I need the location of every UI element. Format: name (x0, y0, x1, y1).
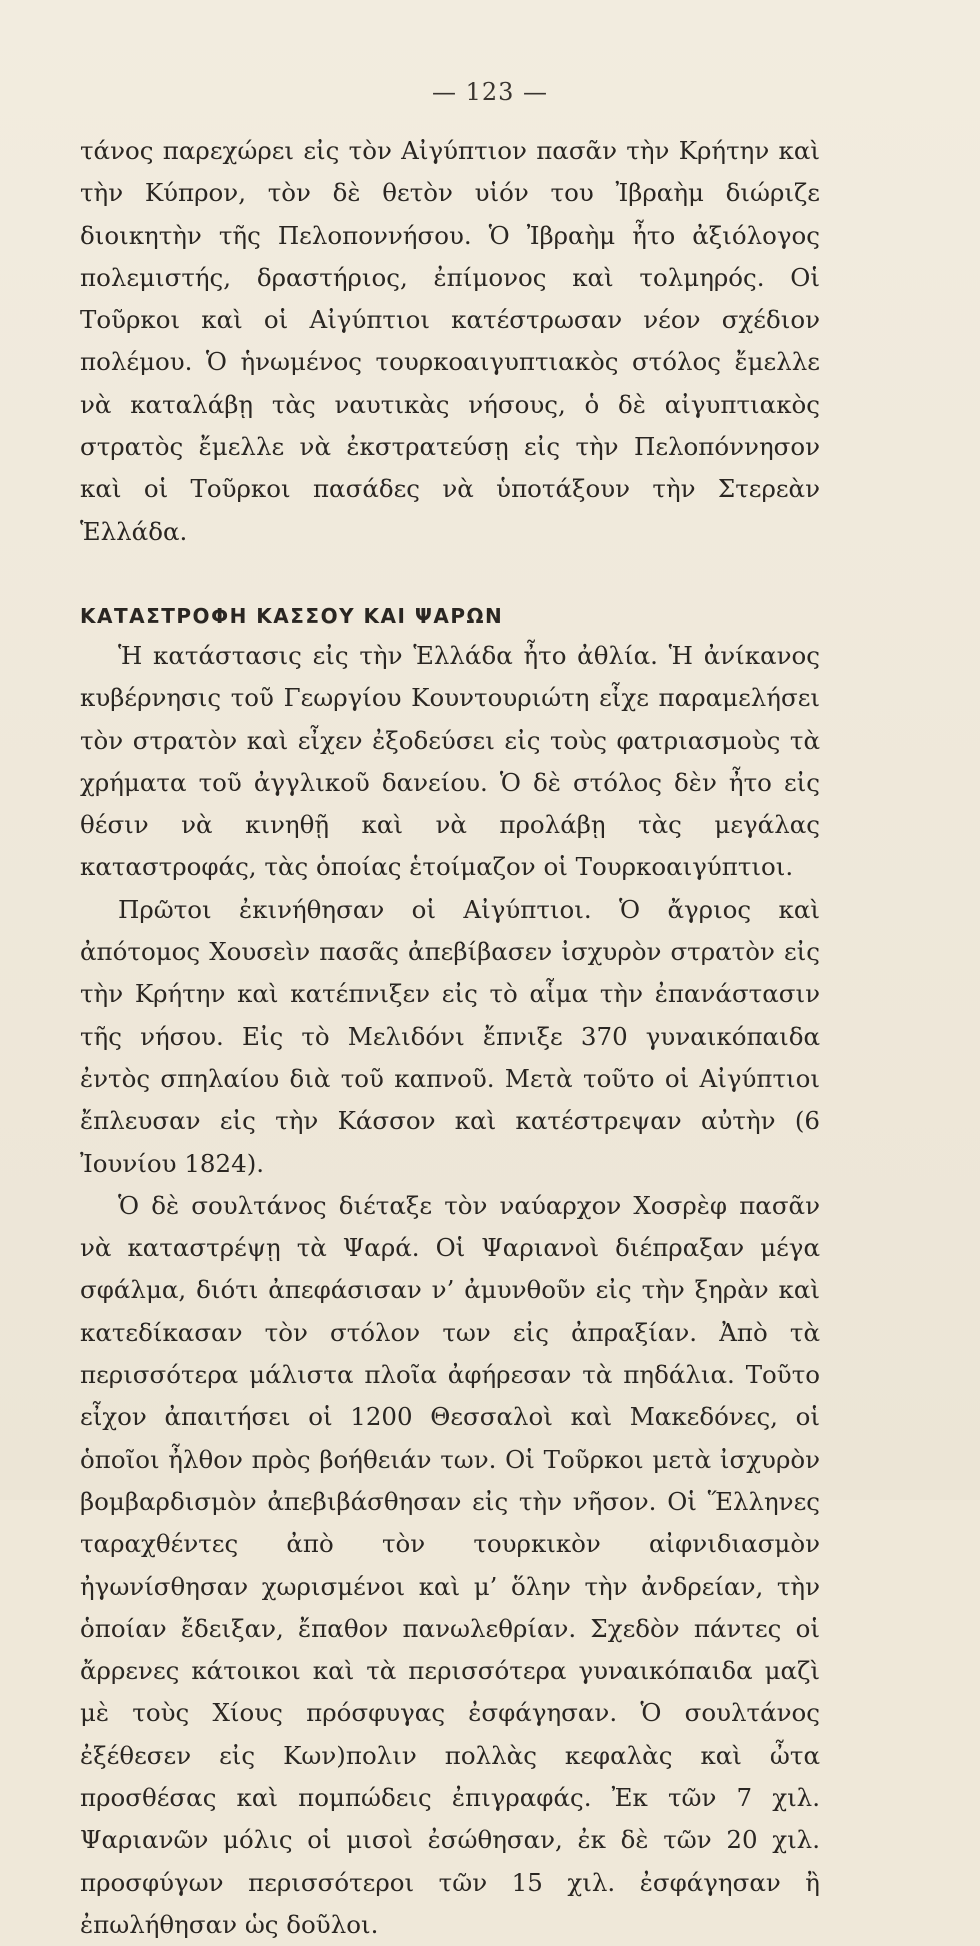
page-number: — 123 — (431, 78, 549, 106)
section-heading: ΚΑΤΑΣΤΡΟΦΗ ΚΑΣΣΟΥ ΚΑΙ ΨΑΡΩΝ (80, 603, 504, 628)
section-paragraph-2: Πρῶτοι ἐκινήθησαν οἱ Αἰγύπτιοι. Ὁ ἄγριος καὶ ἀπότομος Χουσεὶν πασᾶς ἀπεβίβασεν ἰσχυρὸν στρατὸν εἰς τὴν Κρήτην καὶ κατέπνιξεν εἰς τὸ αἷμα τὴν ἐπανάστασιν τῆς νήσου. Εἰς τὸ Μελιδόνι ἔπνιξε 370 γυναικόπαιδα ἐντὸς σπηλαίου διὰ τοῦ καπνοῦ. Μετὰ τοῦτο οἱ Αἰγύπτιοι ἔπλευσαν εἰς τὴν Κάσσον καὶ κατέστρεψαν αὐτὴν (6 Ἰουνίου 1824). (80, 894, 820, 1178)
page-body (80, 130, 820, 1946)
intro-paragraph: τάνος παρεχώρει εἰς τὸν Αἰγύπτιον πασᾶν τὴν Κρήτην καὶ τὴν Κύπρον, τὸν δὲ θετὸν υἱόν του Ἰβραὴμ διώριζε διοικητὴν τῆς Πελοποννήσου. Ὁ Ἰβραὴμ ἦτο ἀξιόλογος πολεμιστής, δραστήριος, ἐπίμονος καὶ τολμηρός. Οἱ Τοῦρκοι καὶ οἱ Αἰγύπτιοι κατέστρωσαν νέον σχέδιον πολέμου. Ὁ ἡνωμένος τουρκοαιγυπτιακὸς στόλος ἔμελλε νὰ καταλάβῃ τὰς ναυτικὰς νήσους, ὁ δὲ αἰγυπτιακὸς στρατὸς ἔμελλε νὰ ἐκστρατεύσῃ εἰς τὴν Πελοπόννησον καὶ οἱ Τοῦρκοι πασάδες νὰ ὑποτάξουν τὴν Στερεὰν Ἑλλάδα. (80, 136, 820, 546)
section-paragraph-3: Ὁ δὲ σουλτάνος διέταξε τὸν ναύαρχον Χοσρὲφ πασᾶν νὰ καταστρέψῃ τὰ Ψαρά. Οἱ Ψαριανοὶ διέπραξαν μέγα σφάλμα, διότι ἀπεφάσισαν ν’ ἀμυνθοῦν εἰς τὴν ξηρὰν καὶ κατεδίκασαν τὸν στόλον των εἰς ἀπραξίαν. Ἀπὸ τὰ περισσότερα μάλιστα πλοῖα ἀφήρεσαν τὰ πηδάλια. Τοῦτο εἶχον ἀπαιτήσει οἱ 1200 Θεσσαλοὶ καὶ Μακεδόνες, οἱ ὁποῖοι ἦλθον πρὸς βοήθειάν των. Οἱ Τοῦρκοι μετὰ ἰσχυρὸν βομβαρδισμὸν ἀπεβιβάσθησαν εἰς τὴν νῆσον. Οἱ Ἕλληνες ταραχθέντες ἀπὸ τὸν τουρκικὸν αἰφνιδιασμὸν ἠγωνίσθησαν χωρισμένοι καὶ μ’ ὅλην τὴν ἀνδρείαν, τὴν ὁποίαν ἔδειξαν, ἔπαθον πανωλεθρίαν. Σχεδὸν πάντες οἱ ἄρρενες κάτοικοι καὶ τὰ περισσότερα γυναικόπαιδα μαζὶ μὲ τοὺς Χίους πρόσφυγας ἐσφάγησαν. Ὁ σουλτάνος ἐξέθεσεν εἰς Κων)πολιν πολλὰς κεφαλὰς καὶ ὦτα προσθέσας καὶ πομπώδεις ἐπιγραφάς. Ἐκ τῶν 7 χιλ. Ψαριανῶν μόλις οἱ μισοὶ ἐσώθησαν, ἐκ δὲ τῶν 20 χιλ. προσφύγων περισσότεροι τῶν 15 χιλ. ἐσφάγησαν ἢ ἐπωλήθησαν ὡς δοῦλοι. (80, 1190, 820, 1939)
section-paragraph-1: Ἡ κατάστασις εἰς τὴν Ἑλλάδα ἦτο ἀθλία. Ἡ ἀνίκανος κυβέρνησις τοῦ Γεωργίου Κουντουριώτη εἶχε παραμελήσει τὸν στρατὸν καὶ εἶχεν ἐξοδεύσει εἰς τοὺς φατριασμοὺς τὰ χρήματα τοῦ ἀγγλικοῦ δανείου. Ὁ δὲ στόλος δὲν ἦτο εἰς θέσιν νὰ κινηθῇ καὶ νὰ προλάβῃ τὰς μεγάλας καταστροφάς, τὰς ὁποίας ἑτοίμαζον οἱ Τουρκοαιγύπτιοι. (80, 640, 820, 882)
